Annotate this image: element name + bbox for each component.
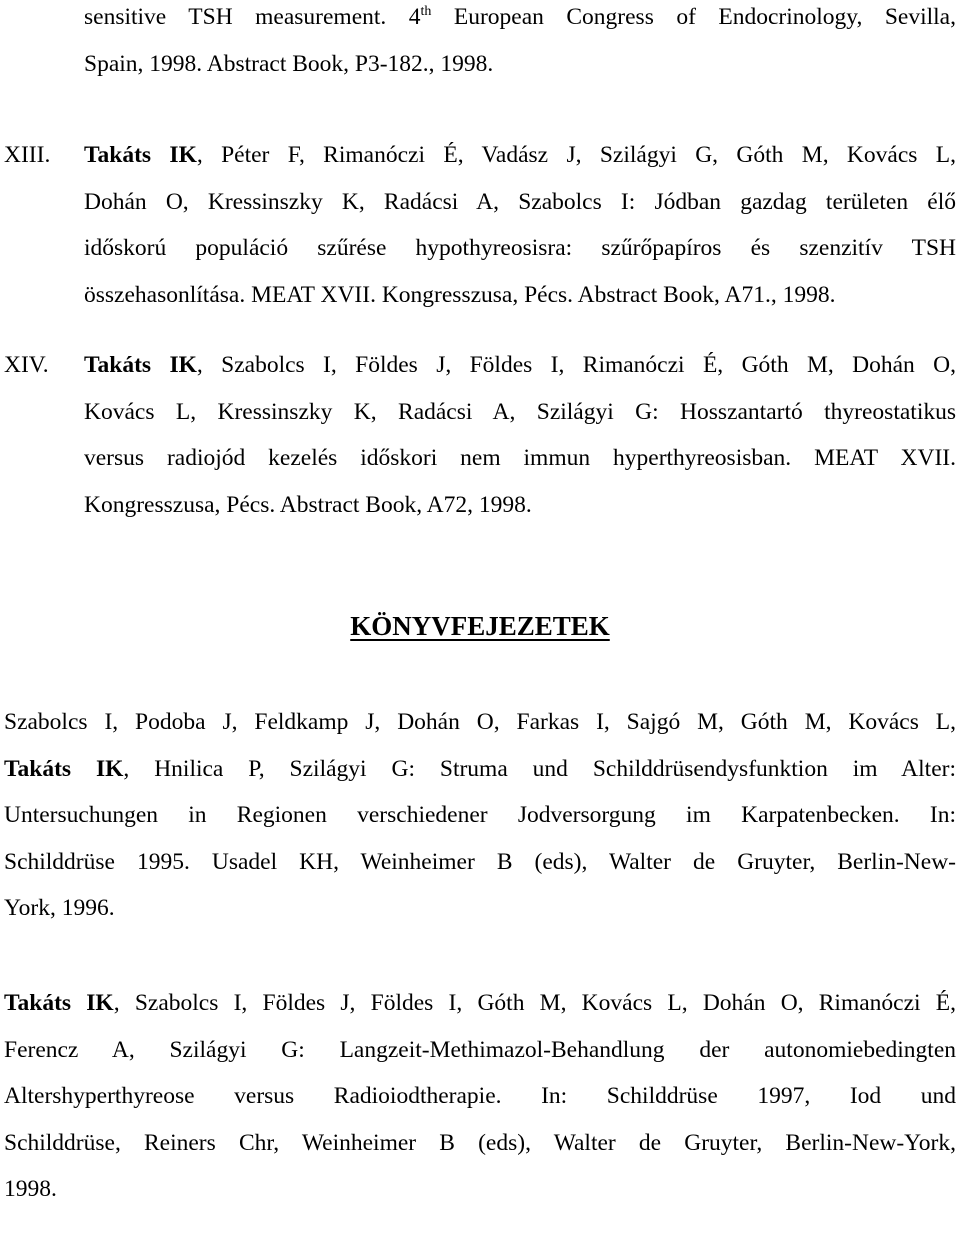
reference-item-xiv: [84, 342, 956, 575]
reference-line: Schilddrüse, Reiners Chr, Weinheimer B (eds), Walter de Gruyter, Berlin-New-York,: [4, 1129, 956, 1156]
reference-line: York, 1996.: [4, 895, 115, 921]
reference-line: Untersuchungen in Regionen verschiedener Jodversorgung im Karpatenbecken. In:: [4, 802, 956, 828]
reference-line: Takáts IK, Hnilica P, Szilágyi G: Struma und Schilddrüsendysfunktion im Alter:: [4, 755, 956, 782]
author-highlight: Takáts IK: [4, 990, 114, 1016]
reference-line: Schilddrüse 1995. Usadel KH, Weinheimer B (eds), Walter de Gruyter, Berlin-New-: [4, 848, 956, 875]
reference-line: Takáts IK, Szabolcs I, Földes J, Földes I, Rimanóczi É, Góth M, Dohán O,: [84, 352, 956, 378]
superscript-th: th: [420, 4, 432, 20]
reference-line: összehasonlítása. MEAT XVII. Kongresszusa, Pécs. Abstract Book, A71., 1998.: [84, 281, 836, 308]
chapter-reference-2: [4, 980, 956, 1259]
reference-number: XIII.: [4, 142, 51, 168]
reference-line: Kovács L, Kressinszky K, Radácsi A, Szilágyi G: Hosszantartó thyreostatikus: [84, 398, 956, 425]
reference-line: Ferencz A, Szilágyi G: Langzeit-Methimazol-Behandlung der autonomiebedingten: [4, 1036, 956, 1063]
author-highlight: Takáts IK: [84, 352, 197, 378]
reference-line: Spain, 1998. Abstract Book, P3-182., 1998.: [84, 50, 494, 77]
reference-line: versus radiojód kezelés időskori nem immun hyperthyreosisban. MEAT XVII.: [84, 445, 956, 471]
author-highlight: Takáts IK: [84, 142, 197, 168]
reference-number: XIV.: [4, 352, 49, 378]
section-heading: KÖNYVFEJEZETEK: [350, 611, 610, 641]
reference-continuation: [84, 0, 956, 134]
reference-line: Dohán O, Kressinszky K, Radácsi A, Szabolcs I: Jódban gazdag területen élő: [84, 188, 956, 215]
reference-line: időskorú populáció szűrése hypothyreosisra: szűrőpapíros és szenzitív TSH: [84, 235, 956, 261]
reference-line: Altershyperthyreose versus Radioiodtherapie. In: Schilddrüse 1997, Iod und: [4, 1083, 956, 1109]
reference-item-xiii: [84, 132, 956, 365]
reference-line: Szabolcs I, Podoba J, Feldkamp J, Dohán O, Farkas I, Sajgó M, Góth M, Kovács L,: [4, 709, 956, 735]
reference-line: 1998.: [4, 1176, 57, 1202]
reference-line: sensitive TSH measurement. 4th European Congress of Endocrinology, Sevilla,: [84, 4, 956, 30]
chapter-reference-1: [4, 699, 956, 978]
reference-line: Kongresszusa, Pécs. Abstract Book, A72, 1998.: [84, 491, 532, 518]
reference-line: Takáts IK, Szabolcs I, Földes J, Földes I, Góth M, Kovács L, Dohán O, Rimanóczi É,: [4, 990, 957, 1016]
reference-line: Takáts IK, Péter F, Rimanóczi É, Vadász J, Szilágyi G, Góth M, Kovács L,: [84, 142, 957, 168]
author-highlight: Takáts IK: [4, 755, 124, 782]
